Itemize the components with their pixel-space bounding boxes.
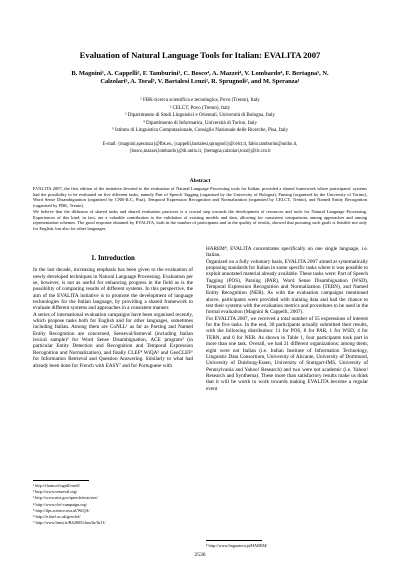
footnote: ⁴ http://www.clef-campaign.org/: [33, 501, 88, 507]
left-column: [33, 246, 193, 369]
footnote-rule: [206, 540, 262, 541]
email-block: [30, 142, 370, 155]
author-line: Calzolari⁵, A. Toral⁵, V. Bartalesi Lenzi², R. Sprugnoli², and M. Speranza¹: [100, 78, 300, 85]
author-list: [24, 70, 376, 86]
affiliation: ² CELCT, Povo (Trento), Italy: [169, 105, 231, 111]
footnote: ² http://www.senseval.org/: [33, 489, 78, 495]
section-heading: 1. Introduction: [91, 255, 135, 262]
affiliation: ⁵ Istituto di Linguistica Computazionale, Consiglio Nazionale delle Ricerche, Pisa, Italy: [111, 128, 288, 134]
abstract-paragraph: EVALITA 2007, the first edition of the initiative devoted to the evaluation of Natural Language Processing tools for Italian, provided a shared framework where participants' systems had the possibility to be evaluated on five different tasks, namely Part of Speech Tagging (organised by the University of Bologna), Parsing (organised by the University of Torino), Word Sense Disambiguation (organised by CNR-ILC, Pisa), Temporal Expression Recognition and Normalization (organised by CELCT, Trento), and Named Entity Recognition (organised by FBK, Trento).: [33, 186, 367, 208]
footnote: ³ http://www.nist.gov/speech/tests/ace/: [33, 495, 98, 501]
affiliation-list: [30, 97, 370, 135]
author-line: B. Magnini¹, A. Cappelli², F. Tamburini³, C. Bosco⁴, A. Mazzei⁴, V. Lombardo⁴, F. Bertagna⁵, N.: [71, 70, 329, 77]
footnote: ⁶ http://ir.shef.ac.uk/geoclef/: [33, 514, 81, 520]
body-paragraph: HAREM⁸, EVALITA concentrates specifically on one single language, i.e. Italian.: [206, 246, 368, 259]
email-line: E-mail: {magnini,speranza}@fbk.eu, {cappelli,bartalesi,sprugnoli}@celct.it, fabio.tamburini@unibo.it,: [102, 142, 298, 147]
email-line: {bosco,mazzei,lombardo}@di.unito.it, {bertagna,calzolari,toral}@ilc.cnr.it: [129, 148, 271, 154]
body-paragraph: In the last decade, increasing emphasis has been given to the evaluation of newly developed techniques in Natural Language Processing. Evaluation per se, however, is not as useful for enhancing progress in the field as is the possibility of comparing results of different systems. In this perspective, the aim of the EVALITA initiative is to promote the development of language technologies for the Italian language, by providing a shared framework to evaluate different systems and approaches in a consistent manner.: [33, 267, 193, 312]
abstract-body: [33, 186, 367, 232]
right-column: [206, 246, 368, 392]
abstract-paragraph: We believe that the diffusion of shared tasks and shared evaluation practices is a crucial step towards the development of resources and tools for Natural Language Processing. Experiences of this kind, in fact, are a valuable contribution to the validation of existing models and data, allowing for consistent comparisons among approaches and among representation schemes. The good response obtained by EVALITA, both in the number of participants and in the quality of results, showed that pursuing such goals is feasible not only for English, but also for other languages.: [33, 209, 367, 231]
body-paragraph: A series of international evaluation campaigns have been organised recently, which propose tasks both for English and for other languages, sometimes including Italian. Among them are CoNLL¹ as far as Parsing and Named Entity Recognition are concerned, Senseval/Semeval (including Italian lexical sample)² for Word Sense Disambiguation, ACE program³ (in particular Entity Detection and Recognition and Temporal Expression Recognition and Normalization), and finally CLEF⁴ WiQA⁵ and GeoCLEF⁶ for Information Retrieval and Question Answering. Similarly to what had already been done for French with EASY⁷ and for Portuguese with: [33, 311, 193, 369]
abstract-heading: Abstract: [189, 178, 211, 184]
footnotes-right: [206, 540, 368, 549]
footnote: ⁷ http://www.limsi.fr/RS2005/chm/lir/lir11/: [33, 520, 106, 526]
footnotes-left: [33, 480, 193, 526]
affiliation: ⁴ Dipartimento di Informatica, Università di Torino, Italy: [143, 120, 257, 126]
footnote-rule: [33, 480, 89, 481]
affiliation: ¹ FBK-ricerca scientifica e tecnologica, Povo (Trento), Italy: [140, 98, 260, 103]
body-paragraph: For EVALITA 2007, we received a total number of 55 expressions of interest for the five tasks. In the end, 30 participants actually submitted their results, with the following distribution: 11 for POS, 8 for PAR, 1 for WSD, 4 for TERN, and 6 for NER. As shown in Table 1, four participants took part in more than one task. Overall, we had 21 different organizations; among them, eight were not Italian (i.e. Indian Institute of Information Technology, Linguistic Data Consortium, University of Alicante, University of Dortmund, University of Duisburg-Essen, University of Stuttgart-IMS, University of Pennsylvania and Yahoo! Research) and two were not academic (i.e. Yahoo! Research and Synthema). These more than satisfactory results make us think that it will be worth to work towards making EVALITA become a regular event: [206, 315, 368, 392]
page-number: 2536: [194, 552, 206, 558]
body-paragraph: Organized on a fully voluntary basis, EVALITA 2007 aimed at systematically proposing standards for Italian in some specific tasks where it was possible to exploit annotated material already available. These tasks were: Part of Speech Tagging (POS), Parsing (PAR), Word Sense Disambiguation (WSD), Temporal Expression Recognition and Normalization (TERN), and Named Entity Recognition (NER). As with the evaluation campaigns mentioned above, participants were provided with training data and had the chance to test their systems with the evaluation metrics and procedures to be used in the formal evaluation (Magnini & Cappelli, 2007).: [206, 258, 368, 316]
paper-title: Evaluation of Natural Language Tools for Italian: EVALITA 2007: [79, 50, 321, 60]
footnote: ⁸ http://www.linguateca.pt/HAREM/: [206, 543, 268, 548]
affiliation: ³ Dipartimento di Studi Linguistici e Orientali, Università di Bologna, Italy: [124, 113, 276, 119]
footnote: ¹ http://ifarm.nl/signll/conll/: [33, 483, 80, 488]
footnote: ⁵ http://ilps.science.uva.nl/WiQA/: [33, 507, 90, 513]
